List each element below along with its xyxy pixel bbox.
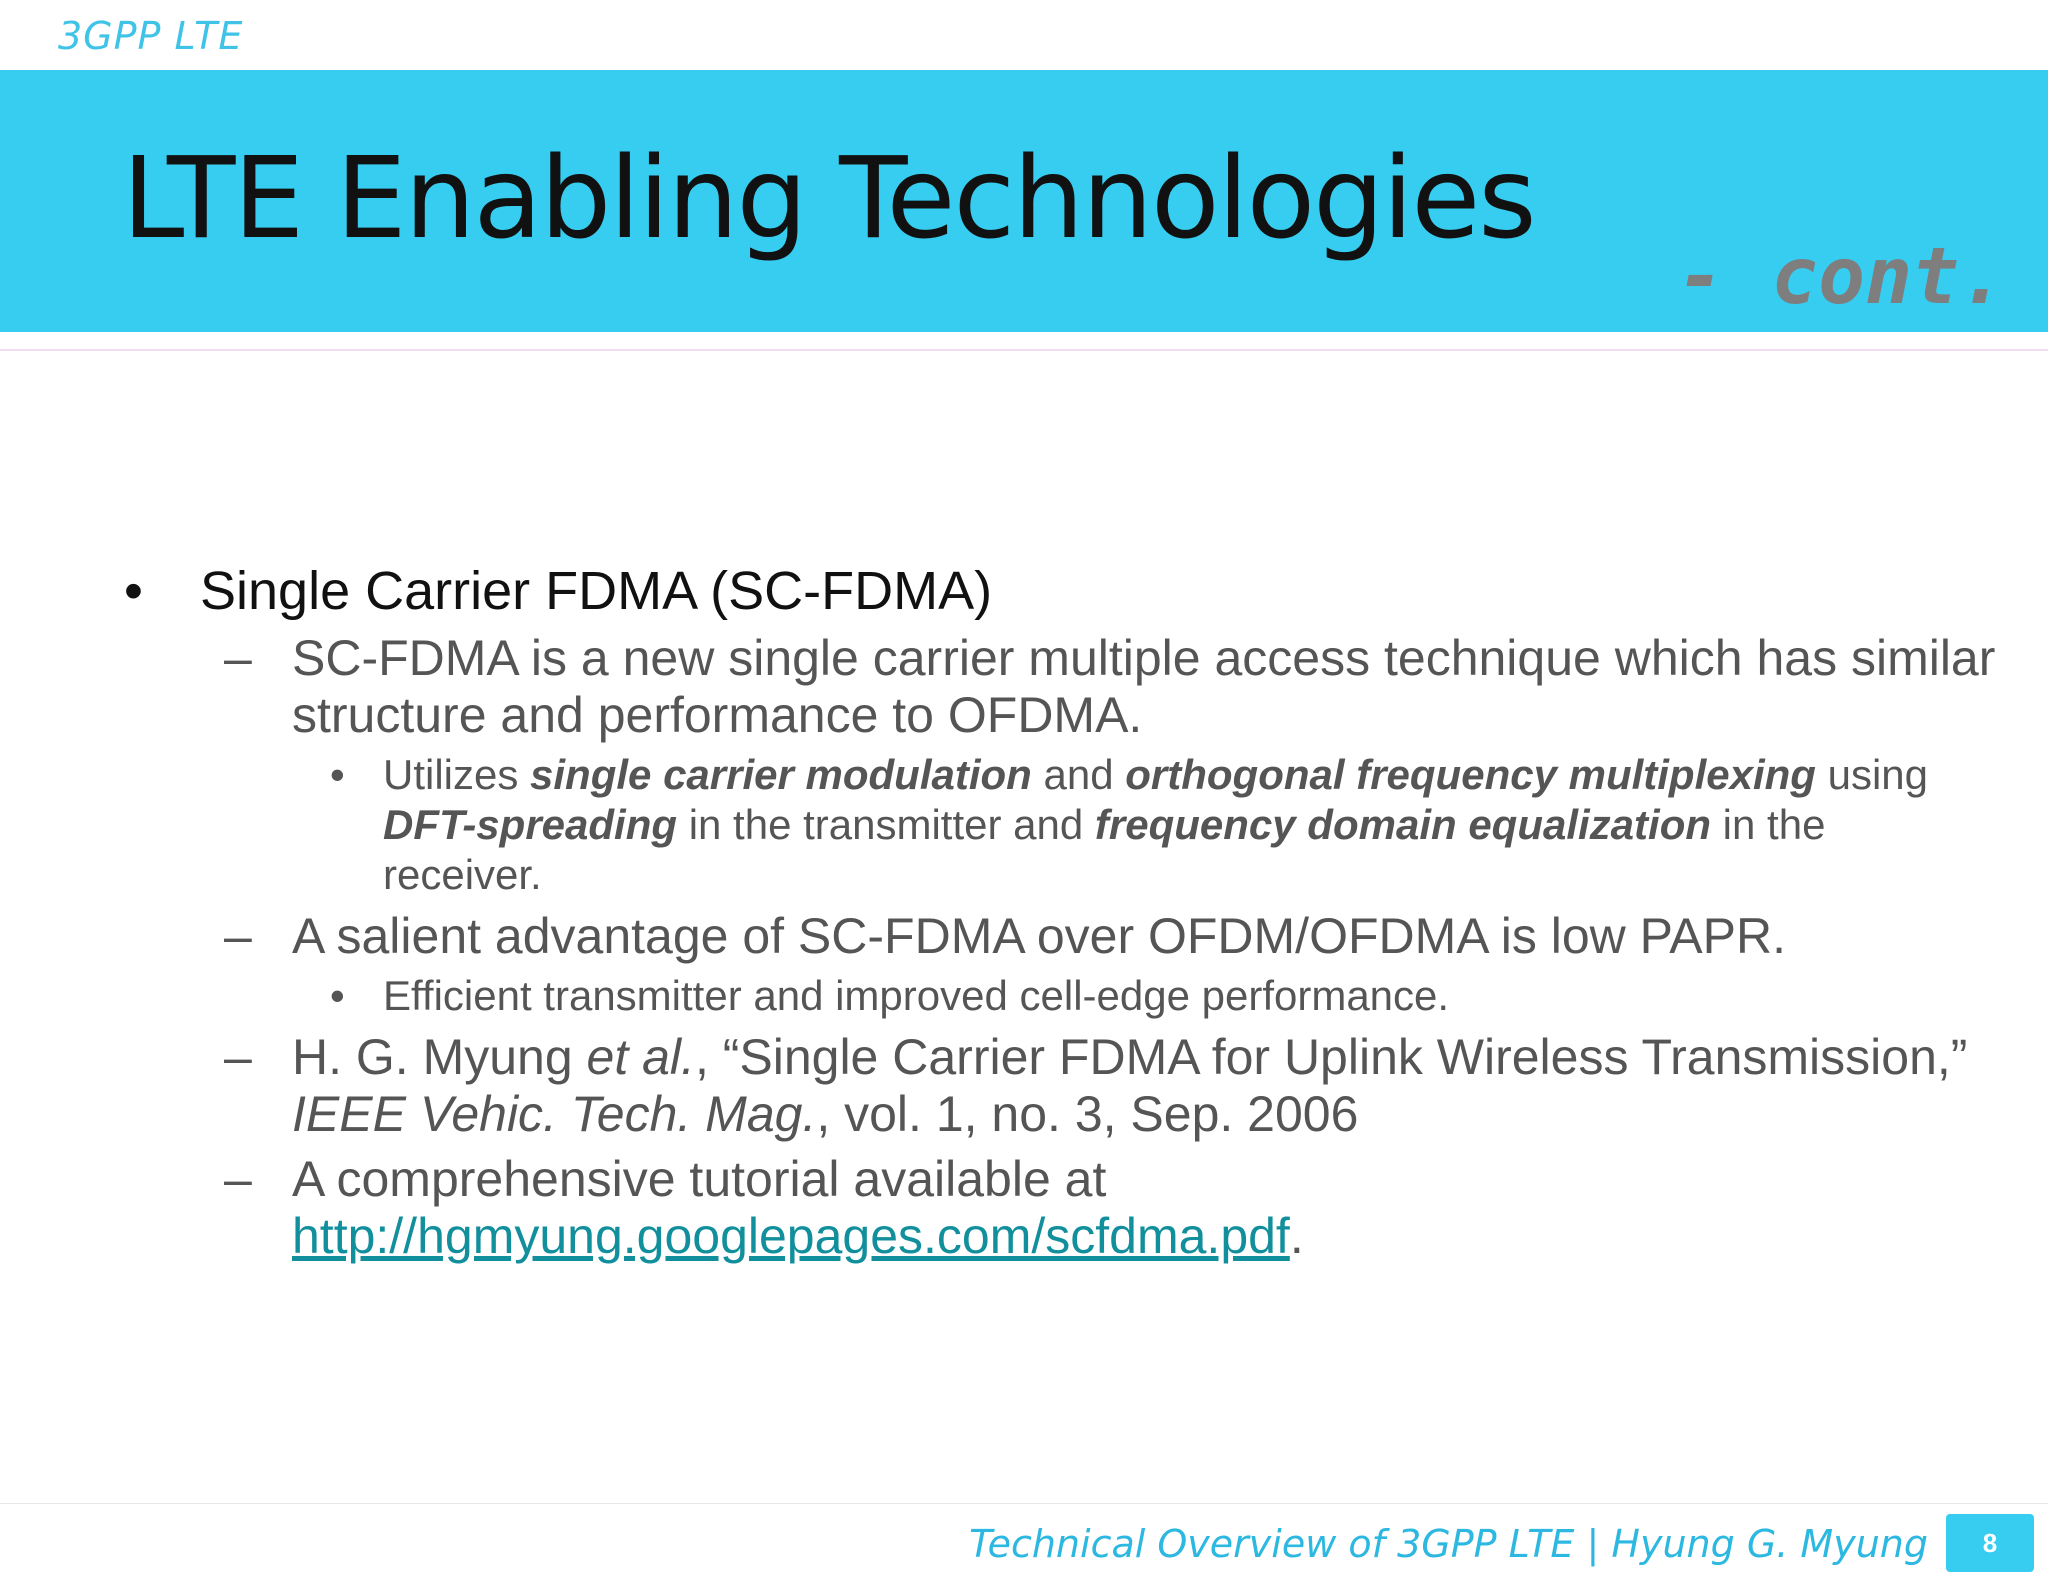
emphasis-text: DFT-spreading (383, 801, 678, 848)
sub-item-tutorial (0, 1151, 2048, 1265)
sub-item-reference (0, 1029, 2048, 1143)
dash-marker: – (224, 630, 252, 686)
detail-text: Efficient transmitter and improved cell-edge performance. (383, 972, 1450, 1019)
emphasis-text: single carrier modulation (530, 751, 1032, 798)
detail-item-utilizes (0, 750, 2048, 900)
dash-marker: – (224, 908, 252, 964)
slide-content (0, 560, 2048, 1265)
reference-italic: et al. (586, 1029, 695, 1085)
reference-text: H. G. Myung (292, 1029, 587, 1085)
bullet-marker: • (330, 972, 345, 1019)
sub-item-text: SC-FDMA is a new single carrier multiple access technique which has similar structure and performance to OFDMA. (292, 630, 1996, 743)
reference-text: , vol. 1, no. 3, Sep. 2006 (816, 1086, 1359, 1142)
reference-text: , “Single Carrier FDMA for Uplink Wireless Transmission,” (694, 1029, 1968, 1085)
header-tag: 3GPP LTE (58, 14, 244, 58)
footer-divider (0, 1503, 2048, 1504)
bullet-item (0, 560, 2048, 622)
emphasis-text: orthogonal frequency multiplexing (1125, 751, 1816, 798)
sub-item-papr (0, 908, 2048, 965)
sub-item-text: A salient advantage of SC-FDMA over OFDM/OFDMA is low PAPR. (292, 908, 1786, 964)
detail-text: in the transmitter and (677, 801, 1095, 848)
sub-item-scfdma-definition (0, 630, 2048, 744)
footer-text: Technical Overview of 3GPP LTE | Hyung G. Myung (969, 1522, 1928, 1566)
detail-text: in the receiver. (383, 801, 1826, 898)
tutorial-link[interactable]: http://hgmyung.googlepages.com/scfdma.pdf (292, 1208, 1290, 1264)
sub-item-text: . (1289, 1208, 1304, 1264)
dash-marker: – (224, 1151, 252, 1207)
detail-item-efficient (0, 971, 2048, 1021)
reference-italic: IEEE Vehic. Tech. Mag. (292, 1086, 817, 1142)
slide-title: LTE Enabling Technologies (122, 134, 1535, 264)
banner-divider (0, 349, 2048, 351)
page-number-badge: 8 (1946, 1514, 2034, 1572)
emphasis-text: frequency domain equalization (1094, 801, 1712, 848)
bullet-text: Single Carrier FDMA (SC-FDMA) (200, 561, 993, 621)
bullet-marker: • (124, 561, 143, 621)
slide-subtitle: - cont. (1677, 232, 2006, 322)
detail-text: using (1815, 751, 1929, 798)
dash-marker: – (224, 1029, 252, 1085)
detail-text: Utilizes (383, 751, 531, 798)
bullet-marker: • (330, 751, 345, 798)
detail-text: and (1031, 751, 1126, 798)
sub-item-text: A comprehensive tutorial available at (292, 1151, 1107, 1207)
